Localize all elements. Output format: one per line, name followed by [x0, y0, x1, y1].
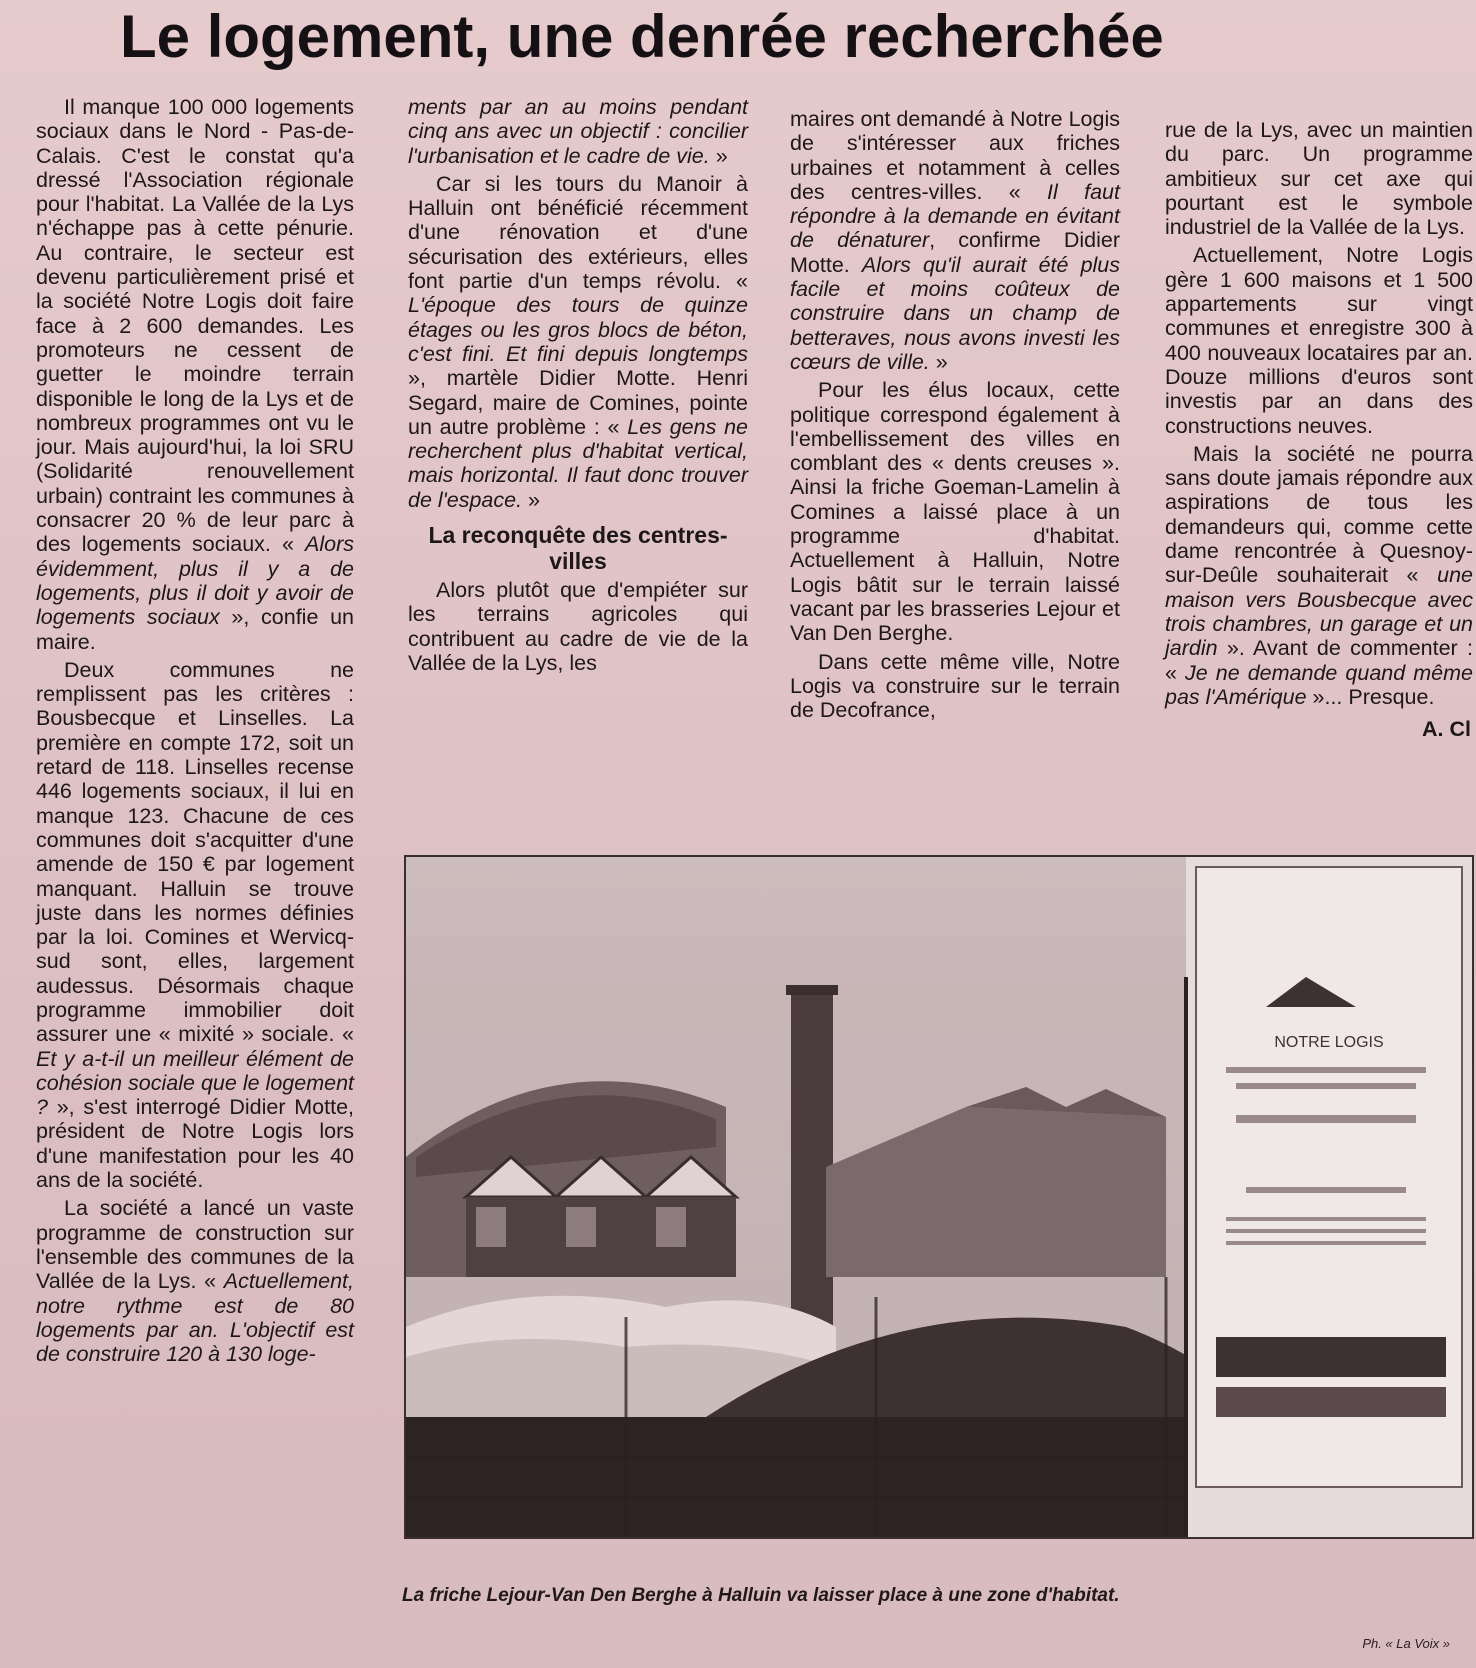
quote-text: Il faut répondre à la demande en évitant de dénaturer: [790, 179, 1120, 253]
article-paragraph: [36, 658, 354, 1193]
article-paragraph: [408, 172, 748, 512]
body-text: Pour les élus locaux, cette politique correspond également à l'embellissement des villes en comblant des « dents creuses ». Ainsi la friche Goeman-Lamelin à Comines a laissé place à un programme d'habitat. Actuellement à Halluin, Notre Logis bâtit sur le terrain laissé vacant par les brasseries Lejour et Van Den Berghe.: [790, 378, 1120, 646]
body-text: »: [709, 143, 728, 168]
article-column-1: [36, 95, 354, 1366]
article-photo: [404, 855, 1474, 1539]
article-paragraph: [1165, 118, 1473, 239]
article-column-3: [790, 107, 1120, 722]
subheading: La reconquête des centres-villes: [428, 522, 728, 575]
quote-text: Alors évidemment, plus il y a de logements, plus il doit y avoir de logements sociaux: [36, 532, 354, 630]
body-text: »: [522, 487, 541, 512]
article-paragraph: [408, 578, 748, 675]
quote-text: ments par an au moins pendant cinq ans avec un objectif : concilier l'urbanisation et le cadre de vie.: [408, 95, 748, 168]
quote-text: Alors qu'il aurait été plus facile et moins coûteux de construire dans un champ de betteraves, nous avons investi les cœurs de ville.: [790, 252, 1121, 374]
article-paragraph: [36, 95, 354, 654]
article-paragraph: [790, 107, 1120, 374]
article-paragraph: [408, 95, 748, 168]
quote-text: Les gens ne recherchent plus d'habitat vertical, mais horizontal. Il faut donc trouver de l'espace.: [408, 414, 748, 512]
quote-text: L'époque des tours de quinze étages ou les gros blocs de béton, c'est fini. Et fini depuis longtemps: [408, 293, 748, 366]
body-text: ». Avant de commenter : «: [1165, 636, 1473, 685]
photo-credit: Ph. « La Voix »: [1362, 1636, 1450, 1651]
quote-text: une maison vers Bousbecque avec trois chambres, un garage et un jardin: [1165, 563, 1473, 661]
body-text: , confirme Didier Motte.: [790, 228, 1120, 277]
photo-caption: La friche Lejour-Van Den Berghe à Halluin va laisser place à une zone d'habitat.: [402, 1585, 1120, 1606]
body-text: », martèle Didier Motte. Henri Segard, maire de Comines, pointe un autre problème : «: [408, 366, 748, 439]
headline: Le logement, une denrée recherchée: [120, 3, 1164, 70]
article-paragraph: [790, 650, 1120, 723]
body-text: », confie un maire.: [36, 605, 354, 654]
body-text: », s'est interrogé Didier Motte, président de Notre Logis lors d'une manifestation pour les 40 ans de la société.: [36, 1095, 354, 1193]
body-text: maires ont demandé à Notre Logis de s'intéresser aux friches urbaines et notamment à celles des centres-villes. «: [790, 107, 1120, 204]
body-text: Alors plutôt que d'empiéter sur les terrains agricoles qui contribuent au cadre de vie de la Vallée de la Lys, les: [408, 578, 748, 675]
billboard-logo-text: NOTRE LOGIS: [1274, 1034, 1384, 1051]
quote-text: Et y a-t-il un meilleur élément de cohésion sociale que le logement ?: [36, 1046, 354, 1120]
article-paragraph: [36, 1196, 354, 1366]
article-paragraph: [1165, 243, 1473, 437]
quote-text: Je ne demande quand même pas l'Amérique: [1165, 660, 1473, 709]
body-text: Actuellement, Notre Logis gère 1 600 maisons et 1 500 appartements sur vingt communes et enregistre 300 à 400 nouveaux locataires par an. Douze millions d'euros sont investis par an dans des constructions neuves.: [1165, 243, 1473, 438]
article-column-2: [408, 95, 748, 675]
article-column-4: [1165, 118, 1473, 741]
author-signature: A. Cl: [1422, 717, 1471, 742]
body-text: »: [929, 349, 948, 374]
article-paragraph: [1165, 442, 1473, 709]
body-text: Dans cette même ville, Notre Logis va construire sur le terrain de Decofrance,: [790, 649, 1120, 723]
body-text: Il manque 100 000 logements sociaux dans le Nord - Pas-de-Calais. C'est le constat qu'a dressé l'Association régionale pour l'habitat. La Vallée de la Lys n'échappe pas à cette pénurie. Au contraire, le secteur est devenu particulièrement prisé et la société Notre Logis doit faire face à 2 600 demandes. Les promoteurs ne cessent de guetter le moindre terrain disponible le long de la Lys et de nombreux programmes ont vu le jour. Mais aujourd'hui, la loi SRU (Solidarité renouvellement urbain) contraint les communes à consacrer 20 % de leur parc à des logements sociaux. «: [36, 95, 354, 557]
article-paragraph: [790, 378, 1120, 645]
body-text: Mais la société ne pourra sans doute jamais répondre aux aspirations de tous les demandeurs qui, comme cette dame rencontrée à Quesnoy-sur-Deûle souhaiterait «: [1165, 441, 1473, 588]
body-text: La société a lancé un vaste programme de construction sur l'ensemble des communes de la Vallée de la Lys. «: [36, 1196, 354, 1294]
body-text: Deux communes ne remplissent pas les critères : Bousbecque et Linselles. La première en compte 172, soit un retard de 118. Linselles recense 446 logements sociaux, il lui en manque 123. Chacune de ces communes doit s'acquitter d'une amende de 150 € par logement manquant. Halluin se trouve juste dans les normes définies par la loi. Comines et Wervicq-sud sont, elles, largement audessus. Désormais chaque programme immobilier doit assurer une « mixité » sociale. «: [36, 657, 354, 1047]
body-text: »... Presque.: [1306, 684, 1435, 709]
body-text: Car si les tours du Manoir à Halluin ont bénéficié récemment d'une rénovation et d'une sécurisation des extérieurs, elles font partie d'un temps révolu. «: [408, 171, 748, 294]
photo-industrial-wasteland: [406, 857, 1472, 1537]
body-text: rue de la Lys, avec un maintien du parc. Un programme ambitieux sur cet axe qui pourtant est le symbole industriel de la Vallée de la Lys.: [1165, 118, 1473, 240]
quote-text: Actuellement, notre rythme est de 80 logements par an. L'objectif est de construire 120 à 130 loge-: [36, 1269, 354, 1367]
